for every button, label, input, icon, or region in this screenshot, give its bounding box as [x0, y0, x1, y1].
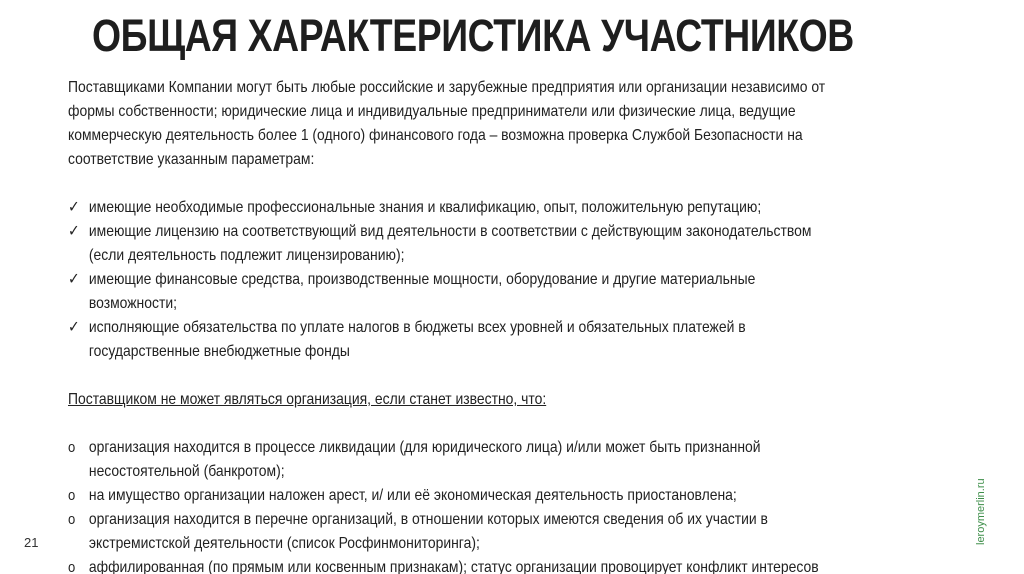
checkmark-icon: ✓ [68, 271, 80, 288]
watermark: leroymerlin.ru [975, 478, 987, 545]
page-number: 21 [24, 535, 39, 550]
spacer [68, 412, 1008, 436]
list-item [68, 508, 1008, 556]
body-content [68, 76, 1008, 574]
list-item-text: государственные внебюджетные фонды [88, 343, 350, 360]
list-item-text: исполняющие обязательства по уплате налогов в бюджеты всех уровней и обязательных платежей в [88, 319, 746, 336]
restrictions-list [68, 436, 1008, 574]
circle-bullet-icon: o [68, 439, 76, 456]
list-item-text: имеющие финансовые средства, производственные мощности, оборудование и другие материальные [88, 271, 756, 288]
intro-paragraph [68, 76, 1008, 172]
list-item-text: имеющие необходимые профессиональные знания и квалификацию, опыт, положительную репутацию; [88, 199, 762, 216]
intro-line: соответствие указанным параметрам: [68, 151, 315, 168]
intro-line: Поставщиками Компании могут быть любые российские и зарубежные предприятия или организации независимо от [68, 79, 826, 96]
list-item [68, 484, 1008, 508]
spacer [68, 364, 1008, 388]
list-item-text: возможности; [88, 295, 177, 312]
list-item-text: (если деятельность подлежит лицензированию); [88, 247, 405, 264]
checkmark-icon: ✓ [68, 223, 80, 240]
list-item-text: организация находится в перечне организаций, в отношении которых имеются сведения об их участии в [88, 511, 768, 528]
requirements-list [68, 196, 1008, 364]
list-item-text: организация находится в процессе ликвидации (для юридического лица) и/или может быть признанной [88, 439, 761, 456]
list-item-text: несостоятельной (банкротом); [88, 463, 285, 480]
circle-bullet-icon: o [68, 487, 76, 504]
list-item-text: имеющие лицензию на соответствующий вид деятельности в соответствии с действующим законодательством [88, 223, 812, 240]
list-item [68, 196, 1008, 220]
checkmark-icon: ✓ [68, 319, 80, 336]
list-item-text: экстремистской деятельности (список Росфинмониторинга); [88, 535, 480, 552]
checkmark-icon: ✓ [68, 199, 80, 216]
circle-bullet-icon: o [68, 559, 76, 574]
intro-line: коммерческую деятельность более 1 (одного) финансового года – возможна проверка Службой Безопасности на [68, 127, 803, 144]
list-item [68, 556, 1008, 574]
list-item-text: аффилированная (по прямым или косвенным признакам); статус организации провоцирует конфликт интересов [88, 559, 819, 574]
circle-bullet-icon: o [68, 511, 76, 528]
list-item [68, 316, 1008, 364]
list-item [68, 436, 1008, 484]
list-item [68, 268, 1008, 316]
page-title: ОБЩАЯ ХАРАКТЕРИСТИКА УЧАСТНИКОВ [92, 10, 854, 61]
list-item [68, 220, 1008, 268]
slide-body [68, 76, 1008, 574]
intro-line: формы собственности; юридические лица и индивидуальные предприниматели или физические лица, ведущие [68, 103, 796, 120]
spacer [68, 172, 1008, 196]
list-item-text: на имущество организации наложен арест, и/ или её экономическая деятельность приостановлена; [88, 487, 737, 504]
restrictions-heading: Поставщиком не может являться организация, если станет известно, что: [68, 391, 547, 408]
